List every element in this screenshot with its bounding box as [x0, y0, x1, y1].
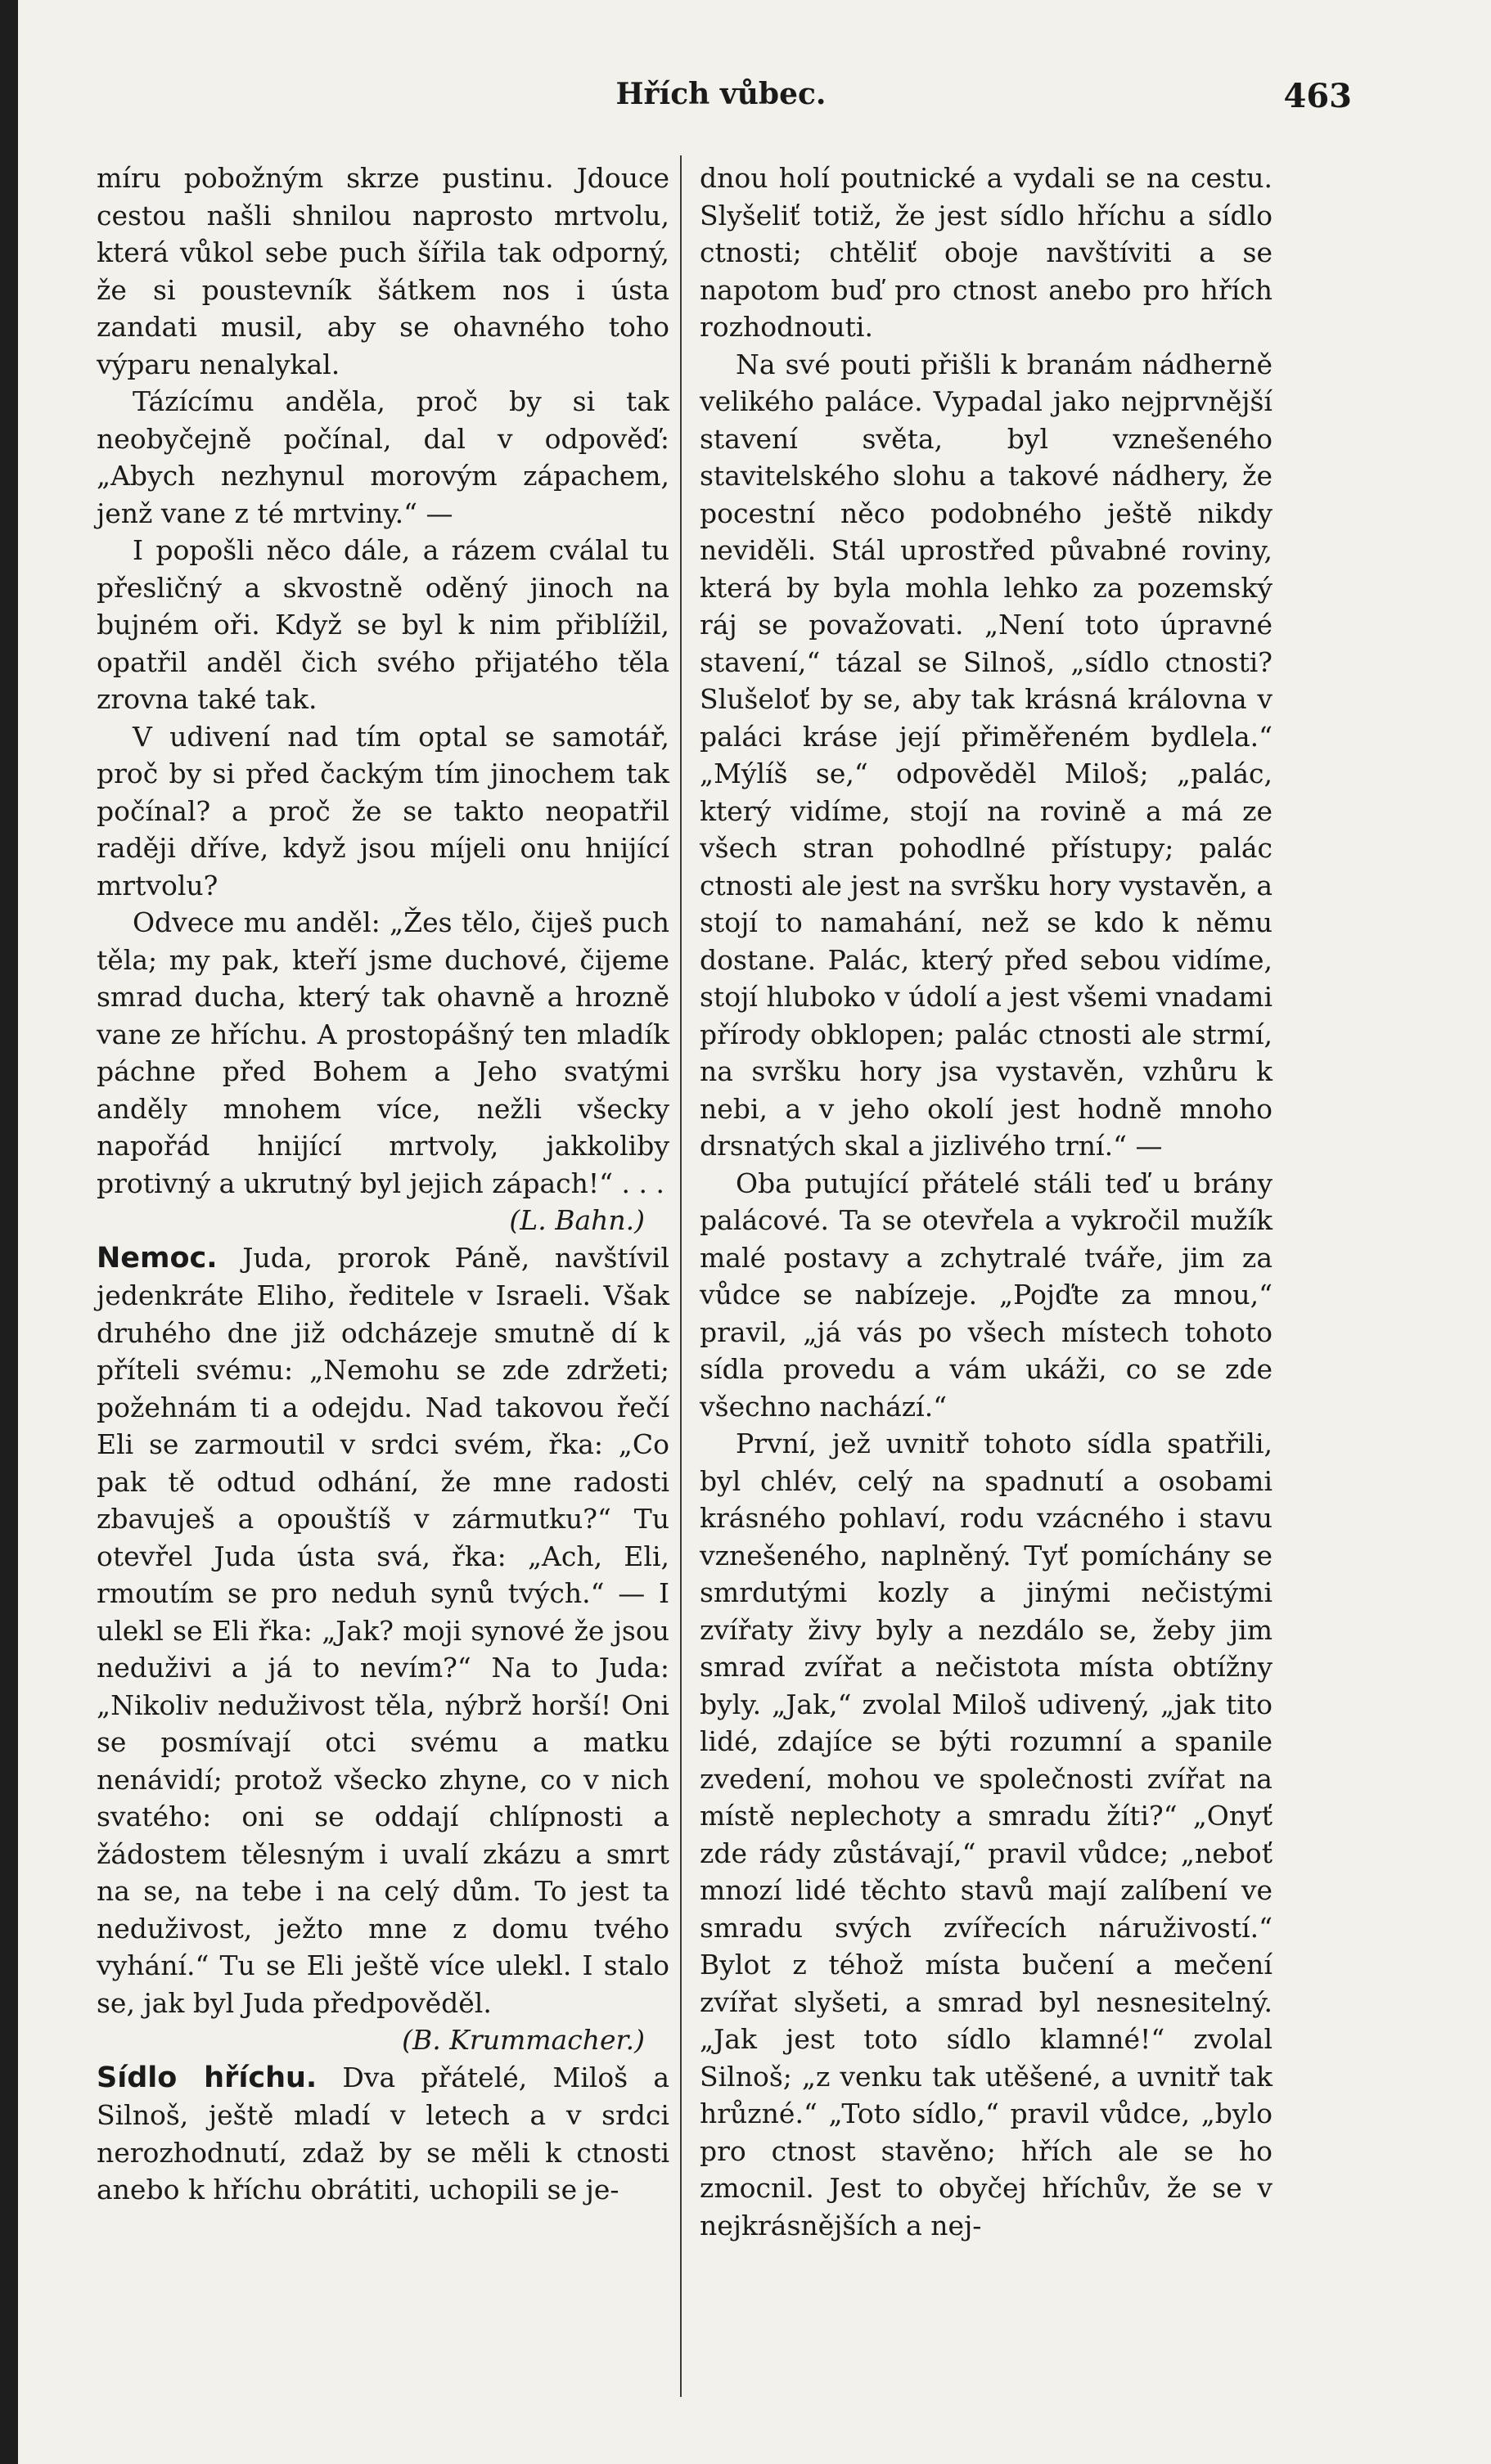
- entry-text: Juda, prorok Páně, navštívil jedenkráte Eliho, ředitele v Israeli. Však druhého dne již odcházeje smutně dí k příteli svému: „Nemohu se zde zdržeti; požehnám ti a odejdu. Nad takovou řečí Eli se zarmoutil v srdci svém, řka: „Co pak tě odtud odhání, že mne radosti zbavuješ a opouštíš v zármutku?“ Tu otevřel Juda ústa svá, řka: „Ach, Eli, rmoutím se pro neduh synů tvých.“ — I ulekl se Eli řka: „Jak? moji synové že jsou neduživi a já to nevím?“ Na to Juda: „Nikoliv neduživost těla, nýbrž horší! Oni se posmívají otci svému a matku nenávidí; protož všecko zhyne, co v nich svatého: oni se oddají chlípnosti a žádostem tělesným i uvalí zkázu a smrt na se, na tebe i na celý dům. To jest ta neduživost, ježto mne z domu tvého vyhání.“ Tu se Eli ještě více ulekl. I stalo se, jak byl Juda předpověděl.: [97, 1241, 669, 2019]
- paragraph: míru pobožným skrze pustinu. Jdouce cestou našli shnilou naprosto mrtvolu, která vůkol sebe puch šířila tak odporný, že si poustevník šátkem nos i ústa zandati musil, aby se ohavného toho výparu nenalykal.: [97, 162, 669, 380]
- page-number: 463: [1283, 77, 1352, 115]
- paragraph: Tázícímu anděla, proč by si tak neobyčejně počínal, dal v odpověď: „Abych nezhynul morovým zápachem, jenž vane z té mrtviny.“ —: [97, 385, 669, 529]
- paragraph: První, jež uvnitř tohoto sídla spatřili, byl chlév, celý na spadnutí a osobami krásného pohlaví, rodu vzácného i stavu vznešeného, naplněný. Tyť pomíchány se smrdutými kozly a jinými nečistými zvířaty živy byly a nezdálo se, žeby jim smrad zvířat a nečistota místa obtížny byly. „Jak,“ zvolal Miloš udivený, „jak tito lidé, zdajíce se býti rozumní a spanile zvedení, mohou ve společnosti zvířat na místě neplechoty a smradu žíti?“ „Onyť zde rády zůstávají,“ pravil vůdce; „neboť mnozí lidé těchto stavů mají zalíbení ve smradu svých zvířecích náruživostí.“ Bylot z téhož místa bučení a mečení zvířat slyšeti, a smrad byl nesnesitelný. „Jak jest toto sídlo klamné!“ zvolal Silnoš; „z venku tak utěšené, a uvnitř tak hrůzné.“ „Toto sídlo,“ pravil vůdce, „bylo pro ctnost stavěno; hřích ale se ho zmocnil. Jest to obyčej hříchův, že se v nejkrásnějších a nej-: [700, 1428, 1273, 2241]
- entry-text: Dva přátelé, Miloš a Silnoš, ještě mladí v letech a v srdci nerozhodnutí, zdaž by se měli k ctnosti anebo k hříchu obrátiti, uchopili se je-: [97, 2061, 670, 2205]
- binding-gutter: [0, 0, 18, 2464]
- paragraph: Odvece mu anděl: „Žes tělo, čiješ puch těla; my pak, kteří jsme duchové, čijeme smrad ducha, který tak ohavně a hrozně vane ze hříchu. A prostopášný ten mladík páchne před Bohem a Jeho svatými anděly mnohem více, nežli všecky napořád hnijící mrtvoly, jakkoliby protivný a ukrutný byl jejich zápach!“ . . .: [97, 906, 669, 1199]
- paragraph: Na své pouti přišli k branám nádherně velikého paláce. Vypadal jako nejprvnější stavení světa, byl vznešeného stavitelského slohu a takové nádhery, že pocestní něco podobného ještě nikdy neviděli. Stál uprostřed půvabné roviny, která by byla mohla lehko za pozemský ráj se považovati. „Není toto úpravné stavení,“ tázal se Silnoš, „sídlo ctnosti? Slušeloť by se, aby tak krásná královna v paláci kráse její přiměřeném bydlela.“ „Mýlíš se,“ odpověděl Miloš; „palác, který vidíme, stojí na rovině a má ze všech stran pohodlné přístupy; palác ctnosti ale jest na svršku hory vystavěn, a stojí to namahání, než se kdo k němu dostane. Palác, který před sebou vidíme, stojí hluboko v údolí a jest všemi vnadami přírody obklopen; palác ctnosti ale strmí, na svršku hory jsa vystavěn, vzhůru k nebi, a v jeho okolí jest hodně mnoho drsnatých skal a jizlivého trní.“ —: [700, 348, 1273, 1162]
- page-header: [90, 69, 1352, 118]
- right-column: [700, 160, 1273, 2244]
- author-signature: (B. Krummacher.): [402, 2024, 645, 2056]
- paragraph: I popošli něco dále, a rázem cválal tu přesličný a skvostně oděný jinoch na bujném oři. Když se byl k nim přiblížil, opatřil anděl čich svého přijatého těla zrovna také tak.: [97, 534, 669, 715]
- entry-nemoc: [97, 1239, 669, 2022]
- entry-title: Nemoc.: [97, 1241, 218, 1275]
- paragraph: V udivení nad tím optal se samotář, proč by si před čackým tím jinochem tak počínal? a proč že se takto neopatřil raději dříve, když jsou míjeli onu hnijící mrtvolu?: [97, 720, 669, 902]
- left-column: [97, 160, 669, 2209]
- paragraph: Oba putující přátelé stáli teď u brány palácové. Ta se otevřela a vykročil mužík malé postavy a zchytralé tváře, jim za vůdce se nabízeje. „Pojďte za mnou,“ pravil, „já vás po všech místech tohoto sídla provedu a vám ukáži, co se zde všechno nachází.“: [700, 1167, 1273, 1423]
- paragraph: dnou holí poutnické a vydali se na cestu. Slyšeliť totiž, že jest sídlo hříchu a sídlo ctnosti; chtěliť oboje navštíviti a se napotom buď pro ctnost anebo pro hřích rozhodnouti.: [700, 162, 1273, 343]
- author-signature: (L. Bahn.): [509, 1204, 645, 1236]
- running-title: Hřích vůbec.: [615, 77, 827, 111]
- entry-title: Sídlo hříchu.: [97, 2061, 318, 2094]
- column-divider: [680, 155, 682, 2397]
- entry-sidlo: [97, 2059, 669, 2209]
